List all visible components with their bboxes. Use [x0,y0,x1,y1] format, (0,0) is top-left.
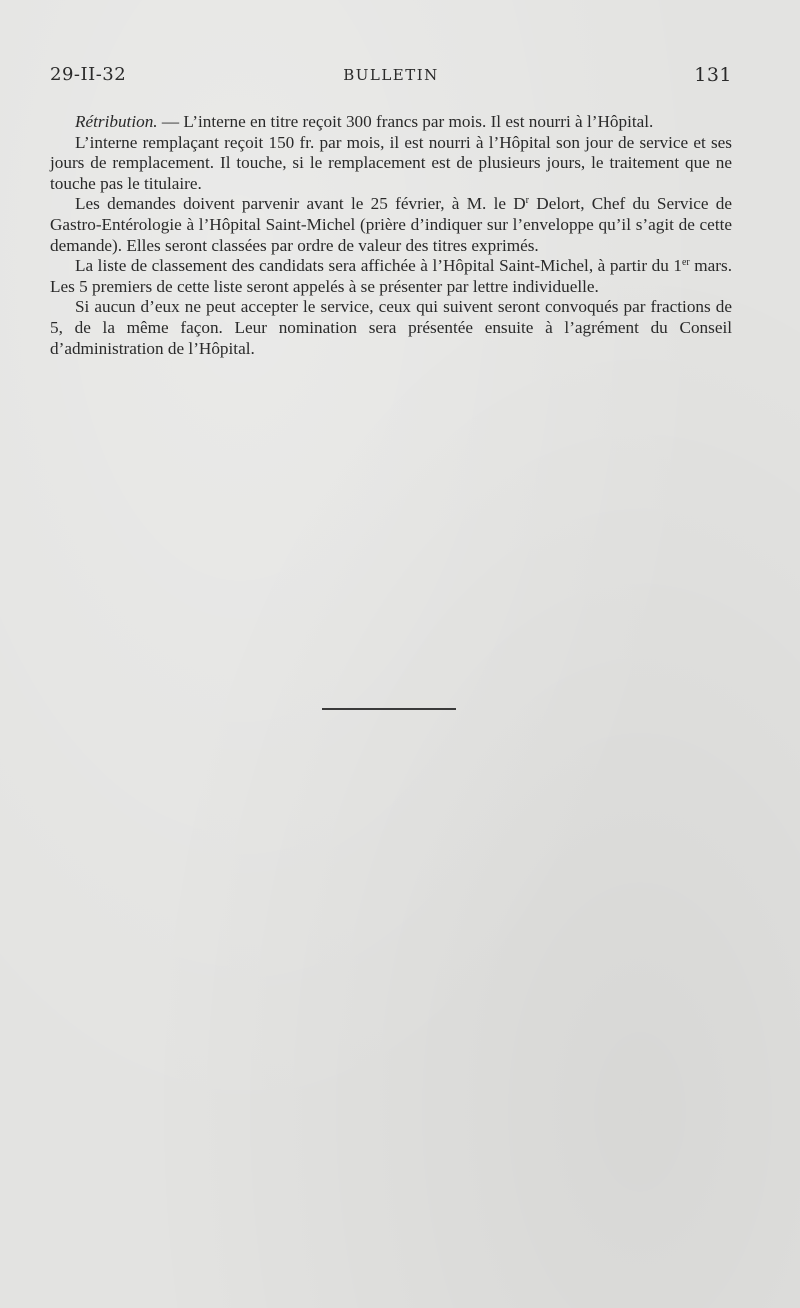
superscript: r [525,195,530,207]
paragraph-text: Les demandes doivent parvenir avant le 25 février, à M. le D [75,194,526,214]
paragraph-text: La liste de classement des candidats sera affichée à l’Hôpital Saint-Michel, à partir du 1 [75,256,682,276]
header-date: 29-II-32 [50,64,127,85]
paragraph-convocation: Si aucun d’eux ne peut accepter le service, ceux qui suivent seront convoqués par fractions de 5, de la même façon. Leur nomination sera présentée ensuite à l’agrément du Conseil d’administration de l’Hôpital. [50,297,732,358]
paragraph-text: Delort, Chef du Service de Gastro-Entérologie à l’Hôpital Saint-Michel (prière d’indiquer sur l’enveloppe qu’il s’agit de cette demande). Elles seront classées par ordre de valeur des titres exprimés. [50,194,732,255]
paragraph-label: Rétribution. [75,112,158,131]
header-title: BULLETIN [343,66,439,84]
paragraph-text: — L’interne en titre reçoit 300 francs par mois. Il est nourri à l’Hôpital. [157,112,654,131]
superscript: er [681,257,690,269]
page-number: 131 [694,64,732,86]
paragraph-classement [50,256,732,297]
paragraph-demandes [50,194,732,256]
section-divider [322,708,456,710]
paragraph-retribution [50,112,732,133]
running-head [50,64,732,92]
article-body [50,112,732,359]
paragraph-text: mars. Les 5 premiers de cette liste seront appelés à se présenter par lettre individuelle. [50,256,732,296]
paragraph-remplacant: L’interne remplaçant reçoit 150 fr. par mois, il est nourri à l’Hôpital son jour de service et ses jours de remplacement. Il touche, si le remplacement est de plusieurs jours, le traitement que ne touche pas le titulaire. [50,132,732,193]
